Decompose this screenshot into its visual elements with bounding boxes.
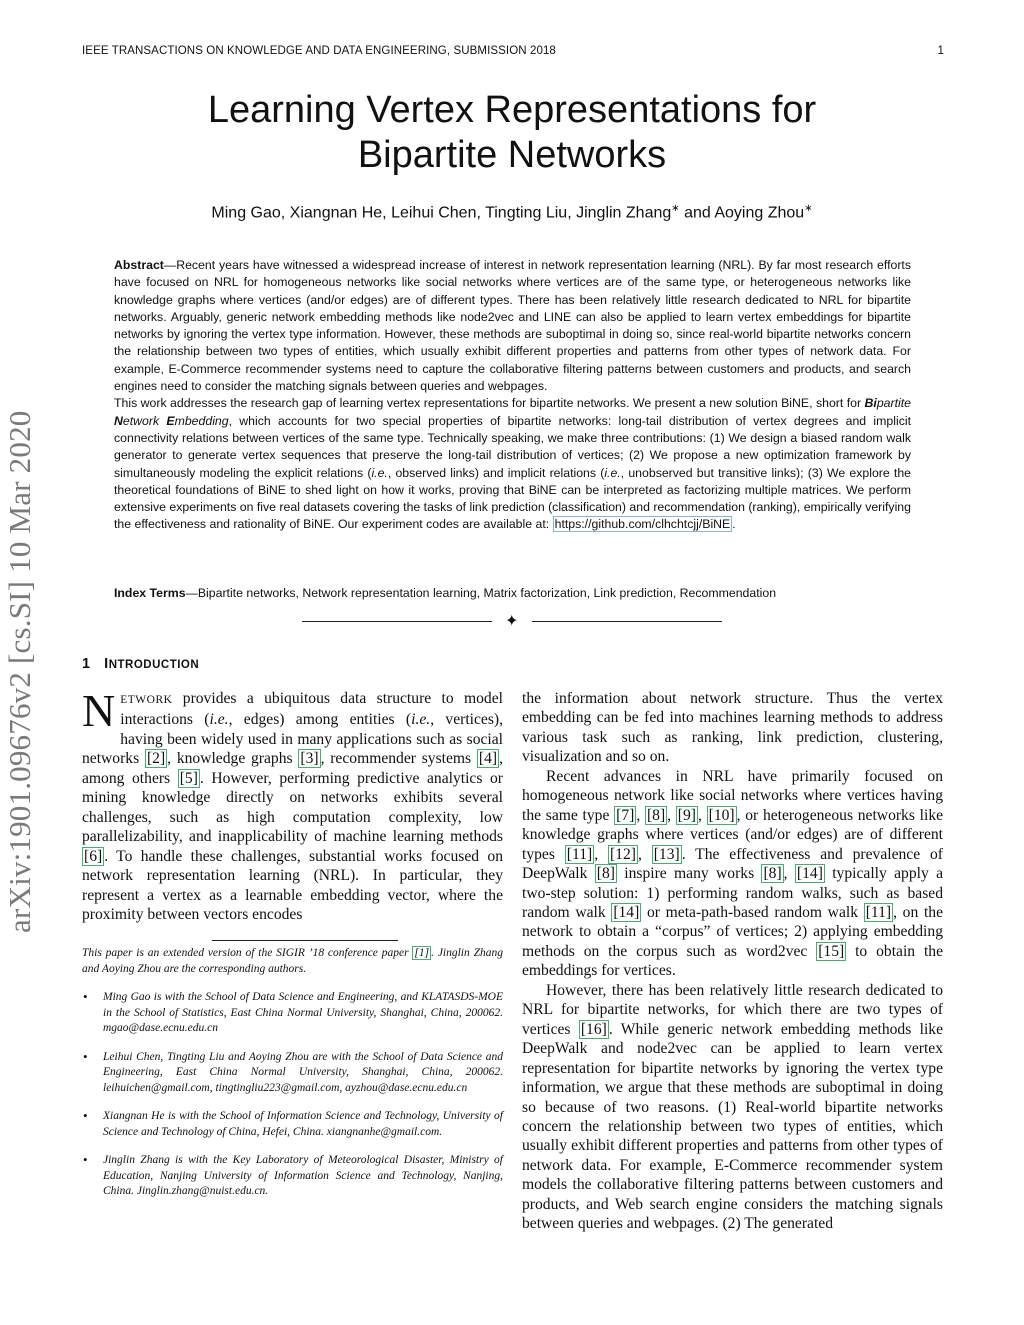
- authors-last: and Aoying Zhou: [679, 204, 805, 222]
- citation-link[interactable]: [4]: [478, 750, 498, 768]
- index-terms-label: Index Terms: [114, 586, 186, 600]
- intro-left-column: [82, 685, 503, 924]
- footnotes: [82, 946, 503, 1200]
- intro-para-2: Recent advances in NRL have primarily focused on homogeneous network like social networks where vertices having the same type [7] , [8] , [9] , [10] , or heterogeneous networks like knowledge graphs where vertices (and/or edges) are of different types [11] , [12] , [13] . The effectiveness and prevalence of DeepWalk [8] inspire many works [8] , [14] typically apply a two-step solution: 1) performing random walks, such as based random walk [14] or meta-path-based random walk [11] , on the network to obtain a “corpus” of vertices; 2) applying embedding methods on the corpus such as word2vec [15] to obtain the embeddings for vertices.: [522, 767, 944, 980]
- intro-para-1: NETWORK provides a ubiquitous data structure to model interactions (i.e., edges) among entities (i.e., vertices), having been widely used in many applications such as social networks [2] , knowledge graphs [3] , recommender systems [4] , among others [5] . However, performing predictive analytics or mining knowledge directly on networks exhibits several challenges, such as high computation complexity, low parallelizability, and inapplicability of machine learning methods [6] . To handle these challenges, substantial works focused on network representation learning (NRL). In particular, they represent a vertex as a learnable embedding vector, where the proximity between vectors encodes: [82, 685, 503, 923]
- running-head: [82, 45, 944, 61]
- index-terms: Index Terms—Bipartite networks, Network representation learning, Matrix factorization, Link prediction, Recommendation: [114, 586, 777, 600]
- affiliation-item: • Jinglin Zhang is with the Key Laboratory of Meteorological Disaster, Ministry of Education, Nanjing University of Information Science and Technology, Nanjing, China. Jinglin.zhang@nuist.edu.cn.: [83, 1152, 503, 1197]
- author-list: [0, 203, 1024, 222]
- github-link[interactable]: https://github.com/clhchtcjj/BiNE: [554, 517, 731, 532]
- affiliation-item: • Xiangnan He is with the School of Information Science and Technology, University of Science and Technology of China, Hefei, China. xiangnanhe@gmail.com.: [83, 1108, 503, 1138]
- bullet-icon: •: [83, 1048, 88, 1064]
- citation-link[interactable]: [14]: [613, 903, 640, 921]
- citation-link[interactable]: [16]: [580, 1020, 607, 1038]
- citation-link[interactable]: [8]: [763, 865, 782, 883]
- citation-link[interactable]: [15]: [818, 942, 845, 960]
- drop-cap: N: [82, 685, 116, 736]
- paper-title: [0, 88, 1024, 178]
- abstract-para-2: This work addresses the research gap of learning vertex representations for bipartite networks. We present a new solution BiNE, short for Bipartite Network Embedding, which accounts for two special properties of bipartite networks: long-tail distribution of vertex degrees and implicit connectivity relations between vertices of the same type. Technically speaking, we make three contributions: (1) We design a biased random walk generator to generate vertex sequences that preserve the long-tail distribution of vertices; (2) We propose a new optimization framework by simultaneously modeling the explicit relations (i.e., observed links) and implicit relations (i.e., unobserved but transitive links); (3) We explore the theoretical foundations of BiNE to shed light on how it works, proving that BiNE can be interpreted as factorizing multiple matrices. We perform extensive experiments on five real datasets covering the tasks of link prediction (classification) and recommendation (ranking), empirically verifying the effectiveness and rationality of BiNE. Our experiment codes are available at: https://github.com/clhchtcjj/BiNE .: [114, 396, 911, 532]
- citation-link[interactable]: [1]: [414, 947, 430, 959]
- section-heading: 1 INTRODUCTION: [82, 656, 200, 672]
- citation-link[interactable]: [9]: [677, 806, 696, 824]
- citation-link[interactable]: [11]: [865, 903, 892, 921]
- citation-link[interactable]: [8]: [596, 865, 615, 883]
- citation-link[interactable]: [6]: [84, 847, 103, 865]
- citation-link[interactable]: [8]: [646, 806, 666, 824]
- journal-name: IEEE TRANSACTIONS ON KNOWLEDGE AND DATA ENGINEERING, SUBMISSION 2018: [82, 45, 556, 57]
- citation-link[interactable]: [10]: [708, 806, 735, 824]
- abstract-label: Abstract: [114, 258, 164, 272]
- title-line-2: Bipartite Networks: [357, 134, 667, 176]
- corresponding-mark: ∗: [804, 203, 813, 214]
- divider-star-icon: ✦: [505, 613, 519, 630]
- affiliation-item: • Ming Gao is with the School of Data Science and Engineering, and KLATASDS-MOE in the School of Statistics, East China Normal University, Shanghai, China, 200062. mgao@dase.ecnu.edu.cn: [83, 989, 503, 1034]
- abstract-para-1: Abstract—Recent years have witnessed a widespread increase of interest in network representation learning (NRL). By far most research efforts have focused on NRL for homogeneous networks like social networks where vertices are of the same type, or heterogeneous networks like knowledge graphs where vertices (and/or edges) are of different types. There has been relatively little research dedicated to NRL for bipartite networks. Arguably, generic network embedding methods like node2vec and LINE can also be applied to learn vertex embeddings for bipartite networks by ignoring the vertex type information. However, these methods are suboptimal in doing so, since real-world bipartite networks concern the relationship between two types of entities, which usually exhibit different properties and patterns from other types of network data. For example, E-Commerce recommender systems need to capture the collaborative filtering patterns between customers and products, and search engines need to consider the matching signals between queries and webpages.: [114, 258, 911, 394]
- citation-link[interactable]: [14]: [796, 865, 823, 883]
- page-number: 1: [937, 45, 944, 57]
- footnote-rule: [212, 940, 398, 941]
- bullet-icon: •: [83, 1152, 88, 1167]
- citation-link[interactable]: [5]: [179, 769, 198, 787]
- corresponding-mark: ∗: [671, 203, 680, 214]
- affiliation-list: [82, 990, 503, 1200]
- intro-right-column: [522, 689, 943, 1234]
- arxiv-stamp: arXiv:1901.09676v2 [cs.SI] 10 Mar 2020: [2, 410, 37, 933]
- title-line-1: Learning Vertex Representations for: [207, 89, 817, 131]
- citation-link[interactable]: [2]: [146, 750, 166, 768]
- footnote-note: This paper is an extended version of the SIGIR ’18 conference paper [1] . Jinglin Zhang and Aoying Zhou are the corresponding authors.: [82, 947, 503, 975]
- intro-para-3: However, there has been relatively little research dedicated to NRL for bipartite networks, for which there are two types of vertices [16] . While generic network embedding methods like DeepWalk and node2vec can be applied to learn vertex representation for bipartite networks by ignoring the vertex type information, we argue that these methods are suboptimal in doing so because of two reasons. (1) Real-world bipartite networks concern the relationship between two types of entities, which usually exhibit different properties and patterns from other types of network data. For example, E-Commerce recommender system models the collaborative filtering patterns between customers and products, and Web search engine considers the matching signals between queries and webpages. (2) The generated: [522, 981, 944, 1233]
- authors-text: Ming Gao, Xiangnan He, Leihui Chen, Tingting Liu, Jinglin Zhang: [211, 204, 672, 222]
- citation-link[interactable]: [13]: [653, 845, 680, 863]
- abstract: [114, 257, 911, 534]
- citation-link[interactable]: [3]: [300, 750, 319, 768]
- divider-line-right: [532, 621, 722, 622]
- affiliation-item: • Leihui Chen, Tingting Liu and Aoying Zhou are with the School of Data Science and Engineering, East China Normal University, Shanghai, China, 200062. leihuichen@gmail.com, tingtingliu223@gmail.com, ayzhou@dase.ecnu.edu.cn: [83, 1048, 503, 1094]
- bullet-icon: •: [83, 989, 88, 1004]
- citation-link[interactable]: [7]: [616, 806, 635, 824]
- divider-line-left: [302, 621, 492, 622]
- citation-link[interactable]: [12]: [609, 845, 636, 863]
- bullet-icon: •: [83, 1108, 88, 1123]
- intro-para-cont: the information about network structure. Thus the vertex embedding can be fed into machines learning methods to address various task such as ranking, link prediction, clustering, visualization and so on.: [522, 690, 943, 766]
- citation-link[interactable]: [11]: [566, 845, 593, 863]
